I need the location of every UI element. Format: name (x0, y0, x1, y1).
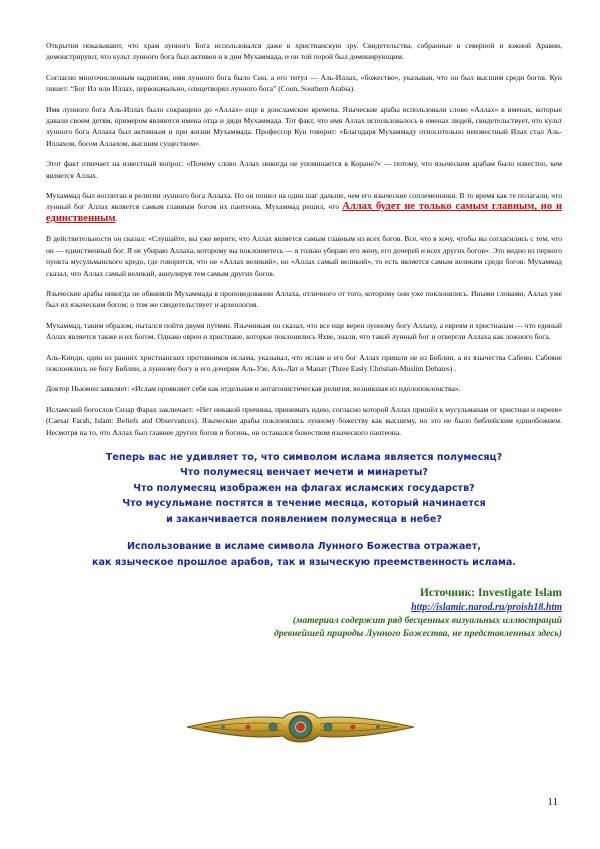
paragraph: Открытия показывают, что храм лунного Бога использовался даже в христианскую эру. Свидетельства, собранные в северной и южной Аравии, демонстрируют, что культ лунного бога был активен и в дни Мухаммада, и он той порой был доминирующим. (46, 41, 562, 62)
question-line: Что мусульмане постятся в течение месяца, который начинается (122, 498, 486, 510)
source-link[interactable]: http://islamic.narod.ru/proish18.htm (411, 602, 562, 614)
highlighted-phrase: Аллах будет не только самым главным, но и единственным (46, 201, 563, 224)
page-number: 11 (547, 796, 558, 808)
ornament-icon (183, 696, 418, 758)
question-line: Что полумесяц венчает мечети и минареты? (179, 467, 429, 479)
question-block (46, 450, 562, 528)
question-line: Теперь вас не удивляет то, что символом ислама является полумесяц? (105, 451, 503, 463)
question-line: Что полумесяц изображен на флагах исламских государств? (133, 482, 475, 494)
paragraph: Согласно многочисленным надписям, имя лунного бога было Син, а его титул — Аль-Иллах, «божество», указывая, что он был высшим среди богов. Кун пишет: “Бог Ил или Иллах, первоначально, олицетворял лунного бога” (Coon, Southern Arabia). (46, 72, 562, 94)
source-note: (материал содержит ряд бесценных визуальных иллюстраций (292, 615, 562, 627)
paragraph: Исламский богослов Сизар Фарах заключает: «Нет никакой причины, принимать идею, согласно которой Аллах пришёл к мусульманам от христиан и евреев» (Caesar Farah, Islam: Beliefs and Observances). Языческие арабы поклонялись лунному божеству как высшему, но это не было библейским единобожием. Несмотря на то, что Аллах был главнее других богов и богинь, он оставался божеством языческого пантеона. (46, 404, 562, 437)
conclusion-line: как языческое прошлое арабов, так и языческую преемственность ислама. (92, 556, 516, 568)
conclusion-line: Использование в исламе символа Лунного Божества отражает, (126, 541, 482, 553)
source-note: древнейшей природы Лунного Божества, не представленных здесь) (273, 628, 562, 640)
paragraph: Доктор Ньюмен заявляет: «Ислам проявляет себя как отдельная и антагонистическая религия, возникшая из идолопоклонства». (46, 384, 461, 394)
paragraph: Аль-Кинди, один из ранних христианских противников ислама, указывал, что ислам и его бог Аллах пришли не из Библии, а из язычества Сабеян. Сабеяне поклонялись не богу Библии, а лунному богу и его дочерям Аль-Узе, Аль-Лат и Манат (Three Easly Christian-Muslim Debates) . (46, 352, 562, 373)
paragraph: В действительности он сказал: «Слушайте, вы уже верите, что Аллах является самым главным из всех богов. Все, что я хочу, чтобы вы согласились с тем, что он — единственный бог. Я не убираю Аллаха, которому вы поклоняетесь — я только убираю его жену, его дочерей и всех других богов». Это видно из первого пункта мусульманского кредо, где говорится, что не «Аллах великий», но «Аллах самый великий», то есть является самым великим среди богов. Мухаммад сказал, что Аллах самый великий, аннулируя тем самым других богов. (46, 234, 562, 278)
paragraph: Языческие арабы никогда не обвиняли Мухаммада в проповедовании Аллаха, отличного от того, которому они уже поклонялись. Иными словами, Аллах уже был их языческим богом; о том же свидетельствует и археология. (46, 288, 562, 310)
paragraph: Имя лунного бога Аль-Иллах было сокращено до «Аллах» еще в доисламские времена. Языческие арабы использовали слово «Аллах» в именах, которые давали своим детям, примером являются имена отца и дяди Мухаммада. Тот факт, что имя Аллах использовалось в именах людей, свидетельствует, что культ лунного бога Аллаха был активным и при жизни Мухаммада. Профессор Кун говорит: «Благодаря Мухаммаду относительно неизвестный Илах стал Аль-Иллахом, богом Аллахом, высшим существом». (46, 104, 562, 148)
question-line: и заканчивается появлением полумесяца в небе? (166, 513, 442, 525)
source-block (46, 586, 562, 640)
paragraph: Этот факт отвечает на известный вопрос: «Почему слово Аллах никогда не упоминается в Коране?» — потому, что языческим арабам было известно, кем является Аллах. (46, 159, 562, 180)
source-title: Источник: Investigate Islam (419, 587, 562, 600)
paragraph: Мухаммад, таким образом, пытался пойти двумя путями. Язычникам он сказал, что все еще верен лунному богу Аллаху, а евреям и христианам — что единый Аллах является также и их богом. Однако евреи и христиане, которые поклонялись Яхве, знали, что такой лунный бог и отвергли Аллаха как ложного бога. (46, 320, 562, 342)
page-content (46, 40, 562, 640)
paragraph-with-highlight: Мухаммад был воспитан в религии лунного бога Аллаха. Но он пошел на один шаг дальше, чем его языческие соплеменники. В то время как те полагали, что лунный бог Аллах является самым главным богом их пантеона, Мухаммад решил, что Аллах будет не только самым главным, но и единственным. (46, 191, 563, 224)
conclusion-block (46, 539, 562, 570)
